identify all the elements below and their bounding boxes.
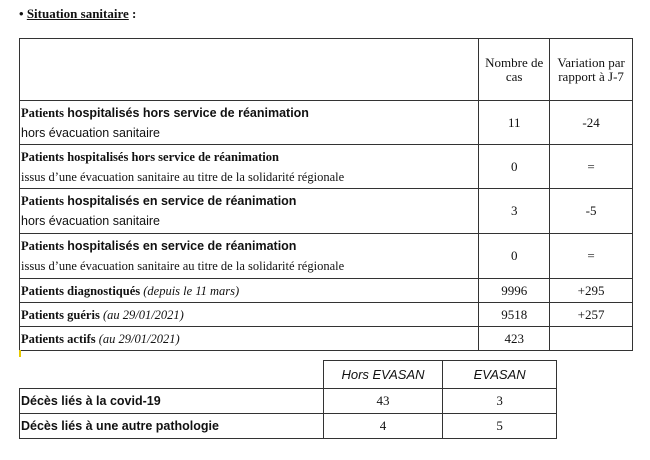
row-label xyxy=(20,327,479,351)
header-variation-line1: Variation par xyxy=(557,54,625,70)
cases-cell: 3 xyxy=(479,189,550,234)
table-row xyxy=(20,414,557,439)
variation-cell: = xyxy=(550,145,633,189)
table-row xyxy=(20,101,633,145)
cases-cell: 9518 xyxy=(479,303,550,327)
variation-cell: -24 xyxy=(550,101,633,145)
variation-cell xyxy=(550,327,633,351)
table-header-row xyxy=(20,39,633,101)
table-row xyxy=(20,327,633,351)
health-situation-table xyxy=(19,38,633,351)
hors-evasan-cell: 4 xyxy=(323,414,443,439)
row-label-line2: hors évacuation sanitaire xyxy=(21,125,160,140)
header-blank-cell xyxy=(20,39,479,101)
row-label-line2: issus d’une évacuation sanitaire au titre de la solidarité régionale xyxy=(21,259,345,273)
variation-cell: +295 xyxy=(550,279,633,303)
row-label-line1 xyxy=(20,103,478,123)
cases-cell: 0 xyxy=(479,145,550,189)
bullet: • xyxy=(19,6,24,21)
row-label xyxy=(20,101,479,145)
table-row xyxy=(20,234,633,279)
label-main: Patients guéris xyxy=(21,307,100,322)
deaths-label-text: Décès liés à une autre pathologie xyxy=(21,419,219,433)
label-main: hospitalisés en service de réanimation xyxy=(67,194,297,208)
row-label xyxy=(20,145,479,189)
label-note: (au 29/01/2021) xyxy=(95,331,180,346)
row-label xyxy=(20,303,479,327)
row-label-line1 xyxy=(20,236,478,256)
cases-cell: 11 xyxy=(479,101,550,145)
row-label-line1 xyxy=(20,305,478,325)
row-label-line1 xyxy=(20,329,478,349)
row-label xyxy=(20,234,479,279)
section-heading xyxy=(19,6,136,22)
label-main: Patients diagnostiqués xyxy=(21,283,141,298)
variation-cell: = xyxy=(550,234,633,279)
table-row xyxy=(20,189,633,234)
table-row xyxy=(20,145,633,189)
row-label-line1 xyxy=(20,147,478,167)
header-variation xyxy=(550,39,633,101)
header-hors-evasan: Hors EVASAN xyxy=(323,361,443,389)
label-main: hospitalisés hors service de réanimation xyxy=(67,149,279,164)
row-label-line1 xyxy=(20,191,478,211)
row-label-line2: hors évacuation sanitaire xyxy=(21,214,160,228)
deaths-table xyxy=(19,360,557,439)
table-row xyxy=(20,389,557,414)
section-title: Situation sanitaire xyxy=(26,6,129,21)
hors-evasan-cell: 43 xyxy=(323,389,443,414)
cases-cell: 423 xyxy=(479,327,550,351)
header-variation-line2: rapport à J-7 xyxy=(558,68,624,84)
row-label xyxy=(20,189,479,234)
label-prefix: Patients xyxy=(21,194,68,208)
cases-cell: 0 xyxy=(479,234,550,279)
table-row xyxy=(20,279,633,303)
header-evasan: EVASAN xyxy=(443,361,557,389)
label-prefix: Patients xyxy=(21,149,68,164)
deaths-label xyxy=(20,414,324,439)
evasan-cell: 3 xyxy=(443,389,557,414)
deaths-label xyxy=(20,389,324,414)
section-title-suffix: : xyxy=(128,6,137,21)
label-note: (au 29/01/2021) xyxy=(99,307,184,322)
label-main: hospitalisés hors service de réanimation xyxy=(67,105,309,120)
variation-cell: +257 xyxy=(550,303,633,327)
cases-cell: 9996 xyxy=(479,279,550,303)
table-row xyxy=(20,303,633,327)
label-prefix: Patients xyxy=(21,239,68,253)
label-prefix: Patients xyxy=(21,105,68,120)
deaths-header-row xyxy=(20,361,557,389)
deaths-header-blank xyxy=(20,361,324,389)
evasan-cell: 5 xyxy=(443,414,557,439)
row-label-line2: issus d’une évacuation sanitaire au titre de la solidarité régionale xyxy=(21,169,345,184)
deaths-label-text: Décès liés à la covid-19 xyxy=(21,394,161,408)
highlight-mark xyxy=(19,350,21,357)
header-cases: Nombre de cas xyxy=(479,39,550,101)
label-main: hospitalisés en service de réanimation xyxy=(67,239,297,253)
label-note: (depuis le 11 mars) xyxy=(140,283,240,298)
variation-cell: -5 xyxy=(550,189,633,234)
row-label-line1 xyxy=(20,281,478,301)
row-label xyxy=(20,279,479,303)
label-main: Patients actifs xyxy=(21,331,96,346)
